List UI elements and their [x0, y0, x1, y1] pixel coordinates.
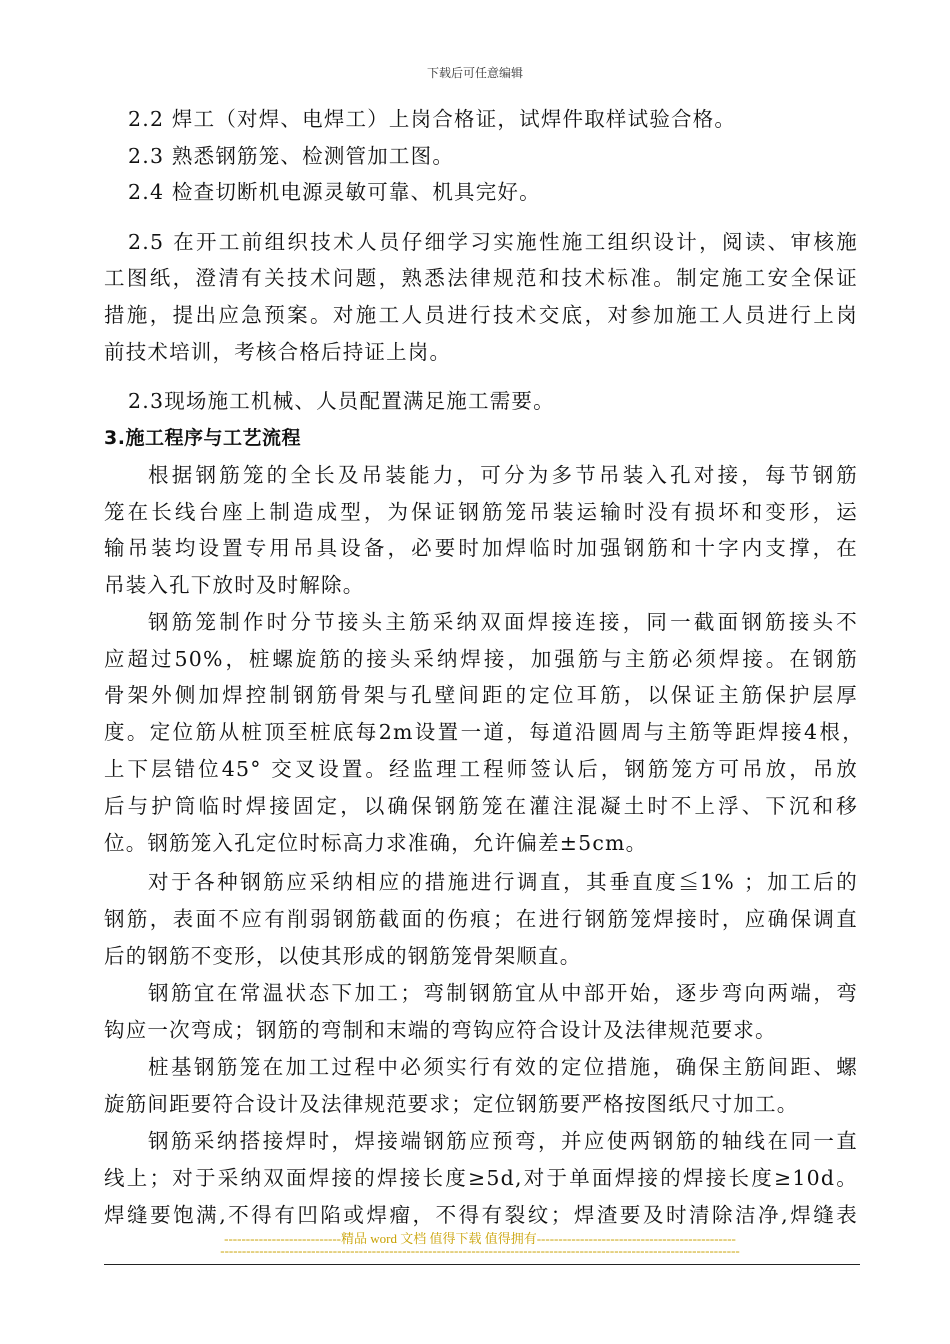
- text-line: 骨架外侧加焊控制钢筋骨架与孔壁间距的定位耳筋，以保证主筋保护层厚: [104, 683, 858, 707]
- text-line: 输吊装均设置专用吊具设备，必要时加焊临时加强钢筋和十字内支撑，在: [104, 536, 858, 560]
- footer-rule: [104, 1264, 860, 1265]
- text-line: 2.2 焊工（对焊、电焊工）上岗合格证，试焊件取样试验合格。: [128, 107, 737, 131]
- text-line: 钩应一次弯成；钢筋的弯制和末端的弯钩应符合设计及法律规范要求。: [104, 1018, 777, 1042]
- text-line: 根据钢筋笼的全长及吊装能力，可分为多节吊装入孔对接，每节钢筋: [148, 463, 858, 487]
- text-line: 上下层错位45° 交叉设置。经监理工程师签认后，钢筋笼方可吊放，吊放: [104, 757, 858, 781]
- text-line: 应超过50%，桩螺旋筋的接头采纳焊接，加强筋与主筋必须焊接。在钢筋: [104, 647, 858, 671]
- text-line: 2.4 检查切断机电源灵敏可靠、机具完好。: [128, 180, 541, 204]
- page-header: 下载后可任意编辑: [426, 66, 523, 80]
- text-line: 钢筋采纳搭接焊时，焊接端钢筋应预弯，并应使两钢筋的轴线在同一直: [148, 1129, 858, 1153]
- text-line: 度。定位筋从桩顶至桩底每2m设置一道，每道沿圆周与主筋等距焊接4根，: [104, 720, 864, 744]
- text-line: 焊缝要饱满,不得有凹陷或焊瘤，不得有裂纹；焊渣要及时清除洁净,焊缝表: [104, 1203, 858, 1227]
- text-line: 对于各种钢筋应采纳相应的措施进行调直，其垂直度≦1% ；加工后的: [148, 870, 858, 894]
- text-line: 钢筋，表面不应有削弱钢筋截面的伤痕；在进行钢筋笼焊接时，应确保调直: [104, 907, 858, 931]
- text-line: 2.3现场施工机械、人员配置满足施工需要。: [128, 389, 555, 413]
- text-line: 线上；对于采纳双面焊接的焊接长度≥5d,对于单面焊接的焊接长度≥10d。: [104, 1166, 858, 1190]
- text-line: 前技术培训，考核合格后持证上岗。: [104, 340, 452, 364]
- text-line: 桩基钢筋笼在加工过程中必须实行有效的定位措施，确保主筋间距、螺: [148, 1055, 858, 1079]
- text-line: 后与护筒临时焊接固定，以确保钢筋笼在灌注混凝土时不上浮、下沉和移: [104, 794, 858, 818]
- text-line: 吊装入孔下放时及时解除。: [104, 573, 365, 597]
- text-line: 2.5 在开工前组织技术人员仔细学习实施性施工组织设计，阅读、审核施: [128, 230, 858, 254]
- section-heading: 3.施工程序与工艺流程: [104, 427, 301, 449]
- text-line: 位。钢筋笼入孔定位时标高力求准确，允许偏差±5cm。: [104, 831, 648, 855]
- text-line: 钢筋宜在常温状态下加工；弯制钢筋宜从中部开始，逐步弯向两端，弯: [148, 981, 858, 1005]
- text-line: 工图纸，澄清有关技术问题，熟悉法律规范和技术标准。制定施工安全保证: [104, 266, 858, 290]
- footer-banner: ---------------------------精品 word 文档 值得下载 值得拥有----------------------------------------------: [224, 1231, 736, 1246]
- text-line: 后的钢筋不变形，以使其形成的钢筋笼骨架顺直。: [104, 944, 582, 968]
- text-line: 旋筋间距要符合设计及法律规范要求；定位钢筋要严格按图纸尺寸加工。: [104, 1092, 799, 1116]
- footer-dashes: ------------------------------------------------------------------------------------------------------------------------: [220, 1243, 740, 1258]
- text-line: 钢筋笼制作时分节接头主筋采纳双面焊接连接，同一截面钢筋接头不: [148, 610, 858, 634]
- text-line: 措施，提出应急预案。对施工人员进行技术交底，对参加施工人员进行上岗: [104, 303, 858, 327]
- text-line: 笼在长线台座上制造成型，为保证钢筋笼吊装运输时没有损坏和变形，运: [104, 500, 858, 524]
- text-line: 2.3 熟悉钢筋笼、检测管加工图。: [128, 144, 455, 168]
